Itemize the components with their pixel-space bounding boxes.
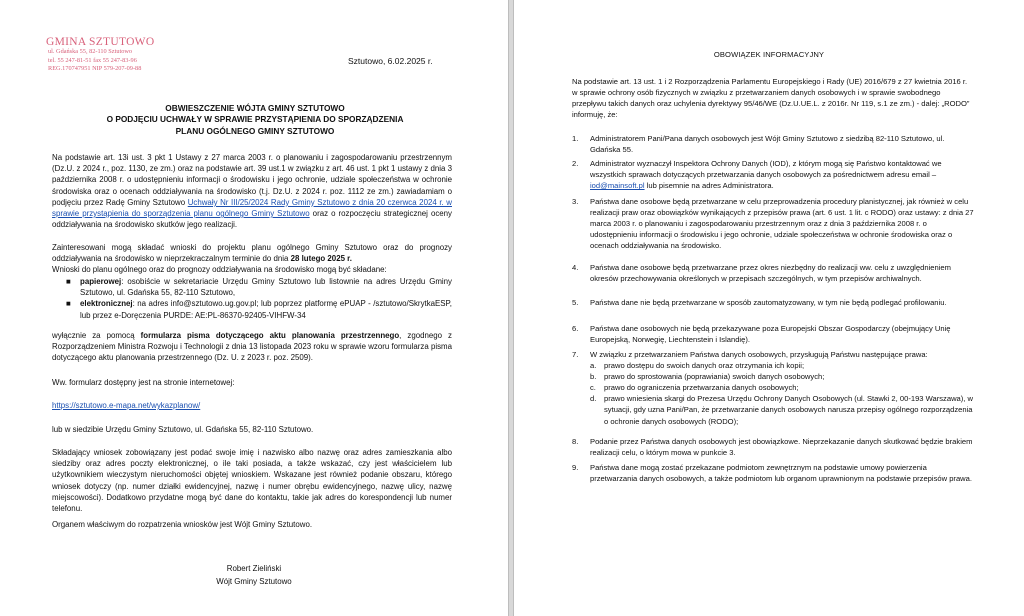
paragraph-submission: Wnioski do planu ogólnego oraz do prognozy oddziaływania na środowisko mogą być składane: (52, 265, 387, 274)
list-item: ■ elektronicznej: na adres info@sztutowo.ug.gov.pl; lub poprzez platformę ePUAP - /sztutowo/SkrytkaESP, lub przez e-Doręczenia PURDE: AE:PL-86370-92405-VIHFW-34 (66, 299, 452, 320)
deadline-date: 28 lutego 2025 r. (290, 254, 352, 264)
signatory-role: Wójt Gminy Sztutowo (216, 577, 292, 586)
list-item: ■ papierowej: osobiście w sekretariacie Urzędu Gminy Sztutowo lub listownie na adres Urzędu Gminy Sztutowo, ul. Gdańska 55, 82-110 Sztutowo, (66, 277, 452, 298)
stamp-reg: REG.170747951 NIP 579-207-09-88 (48, 65, 142, 73)
gmina-stamp (46, 36, 154, 74)
title-line: PLANU OGÓLNEGO GMINY SZTUTOWO (175, 125, 335, 136)
list-item: 9. Państwa dane mogą zostać przekazane podmiotom zewnętrznym na podstawie umowy powierzenia przetwarzania danych osobowych, a także podmiotom lub organom uprawnionym na podstawie przepisów prawa. (572, 463, 973, 484)
planning-portal-link[interactable]: https://sztutowo.e-mapa.net/wykazplanow/ (52, 401, 201, 410)
stamp-name: GMINA SZTUTOWO (46, 36, 155, 48)
rights-sub-item: a. prawo dostępu do swoich danych oraz otrzymania ich kopii; (590, 361, 805, 371)
paragraph-applicant-data: Składający wniosek zobowiązany jest podać swoje imię i nazwisko albo nazwę oraz adres zamieszkania albo siedziby oraz adres poczty elektronicznej, o ile taki posiada, a także wskazać, czy jest właścicielem lub użytkownikiem wieczystym nieruchomości objętej wnioskiem. Wskazane jest również podanie obszaru, którego wniosek dotyczy (np. numer działki ewidencyjnej, nazwę i numer obrębu ewidencyjnego, nazwę ulicy, nazwę miejscowości). Dodatkowo przydatne mogą być dane do kontaktu, takie jak adres do korespondencji lub numer telefonu. (52, 448, 452, 514)
rights-sub-item: b. prawo do sprostowania (poprawiania) swoich danych osobowych; (590, 372, 825, 382)
paragraph-office: lub w siedzibie Urzędu Gminy Sztutowo, ul. Gdańska 55, 82-110 Sztutowo. (52, 425, 314, 434)
list-item: 2. Administrator wyznaczył Inspektora Ochrony Danych (IOD), z którym mogą się Państwo kontaktować we wszystkich sprawach dotyczących przetwarzania danych osobowych za pośrednictwem adresu email – iod@mainsoft.pl lub pisemnie na adres Administratora. (572, 159, 942, 191)
paragraph-deadline: Zainteresowani mogą składać wnioski do projektu planu ogólnego Gminy Sztutowo oraz do prognozy oddziaływania na środowisko w nieprzekraczalnym terminie do dnia 28 lutego 2025 r. (52, 243, 452, 264)
list-item: 7. W związku z przetwarzaniem Państwa danych osobowych, przysługują Państwu następujące prawa: a. prawo dostępu do swoich danych oraz otrzymania ich kopii; b. prawo do sprostowania (poprawiania) swoich danych osobowych; c. prawo do ograniczenia przetwarzania danych osobowych; d. prawo wniesienia skargi do Prezesa Urzędu Ochrony Danych Osobowych (ul. Stawki 2, 00-193 Warszawa), w sytuacji, gdy uzna Pani/Pan, że przetwarzanie danych osobowych narusza przepisy ogólnego rozporządzenia o ochronie danych osobowych (RODO); (572, 350, 974, 426)
title-line: O PODJĘCIU UCHWAŁY W SPRAWIE PRZYSTĄPIENIA DO SPORZĄDZENIA (106, 114, 404, 125)
list-item: 8. Podanie przez Państwa danych osobowych jest obowiązkowe. Nieprzekazanie danych skutkować będzie brakiem realizacji celu, o którym mowa w punkcie 3. (572, 437, 973, 458)
iod-email-link[interactable]: iod@mainsoft.pl (590, 181, 645, 191)
list-item: 3. Państwa dane osobowe będą przetwarzane w celu przeprowadzenia procedury planistycznej, jak również w celu realizacji praw oraz obowiązków wynikających z przepisów prawa (art. 6 ust. 1 lit. c RODO) oraz ustawy: z dnia 27 marca 2003 r. o planowaniu i zagospodarowaniu przestrzennym oraz z dnia 3 października 2008 r. o udostępnieniu informacji o środowisku i jego ochronie, udziale społeczeństwa w ochronie środowiska oraz o ocenach oddziaływania na środowisko. (572, 197, 974, 251)
stamp-phone: tel. 55 247-81-51 fax 55 247-83-96 (48, 56, 137, 64)
rights-sub-item: c. prawo do ograniczenia przetwarzania danych osobowych; (590, 383, 799, 393)
resolution-link[interactable]: Uchwały Nr III/25/2024 Rady Gminy Sztutowo z dnia 20 czerwca 2024 r. w sprawie przystąpienia do sporządzenia planu ogólnego Gminy Sztutowo (52, 197, 452, 219)
rights-sub-item: d. prawo wniesienia skargi do Prezesa Urzędu Ochrony Danych Osobowych (ul. Stawki 2, 00-193 Warszawa), w sytuacji, gdy uzna Pani/Pan, że przetwarzanie danych osobowych narusza przepisy ogólnego rozporządzenia o ochronie danych osobowych (RODO); (590, 394, 974, 426)
clause-title: OBOWIĄZEK INFORMACYJNY (713, 50, 825, 59)
list-item: 5. Państwa dane nie będą przetwarzane w sposób zautomatyzowany, w tym nie będą podlegać profilowaniu. (572, 298, 947, 307)
paragraph-legal-basis: Na podstawie art. 13i ust. 3 pkt 1 Ustawy z 27 marca 2003 r. o planowaniu i zagospodarowaniu przestrzennym (Dz.U. z 2024 r., poz. 1130, ze zm.) oraz na podstawie art. 39 ust.1 w związku z art. 46 ust. 1 pkt 1 ustawy z dnia 3 października 2008 r. o udostępnieniu informacji o środowisku i jego ochronie, udziale społeczeństwa w ochronie środowiska oraz o ocenach oddziaływania na środowisko (t.j. Dz.U. z 2024 r. poz. 1112 ze zm.) zawiadamiam o podjęciu przez Radę Gminy Sztutowo Uchwały Nr III/25/2024 Rady Gminy Sztutowo z dnia 20 czerwca 2024 r. w sprawie przystąpienia do sporządzenia planu ogólnego Gminy Sztutowo oraz o rozpoczęciu strategicznej oceny oddziaływania na środowisko skutków jego realizacji. (52, 153, 453, 230)
announcement-title (60, 103, 450, 137)
submission-methods-list (52, 276, 452, 321)
list-item: 1. Administratorem Pani/Pana danych osobowych jest Wójt Gminy Sztutowo z siedzibą 82-110 Sztutowo, ul. Gdańska 55. (572, 134, 945, 155)
information-clause-page (514, 0, 1024, 616)
bullet-icon: ■ (66, 299, 71, 309)
list-item: 4. Państwa dane osobowe będą przetwarzane przez okres niezbędny do realizacji ww. celu z uwzględnieniem okresów przechowywania określonych w przepisach szczególnych, w tym przepisów archiwalnych. (572, 263, 951, 284)
signature (0, 562, 508, 588)
signatory-name: Robert Zieliński (226, 564, 282, 573)
clause-intro: Na podstawie art. 13 ust. 1 i 2 Rozporządzenia Parlamentu Europejskiego i Rady (UE) 2016/679 z 27 kwietnia 2016 r. w sprawie ochrony osób fizycznych w związku z przetwarzaniem danych osobowych i w sprawie swobodnego przepływu takich danych oraz uchylenia dyrektywy 95/46/WE (Dz.U.UE.L. z 2016r. Nr 119, s.1 ze zm.) - dalej: „RODO” informuję, że: (572, 77, 970, 120)
announcement-page (0, 0, 508, 616)
stamp-address: ul. Gdańska 55, 82-110 Sztutowo (48, 48, 133, 55)
paragraph-form-available: Ww. formularz dostępny jest na stronie internetowej: (52, 378, 235, 387)
list-item: 6. Państwa dane osobowych nie będą przekazywane poza Europejski Obszar Gospodarczy (obejmujący Unię Europejską, Norwegię, Liechtenstein i Islandię). (572, 324, 951, 345)
paragraph-form: wyłącznie za pomocą formularza pisma dotyczącego aktu planowania przestrzennego, zgodnego z Rozporządzeniem Ministra Rozwoju i Technologii z dnia 13 listopada 2023 roku w sprawie wzoru formularza pisma dotyczącego aktu planowania przestrzennego (Dz. U. z 2023 r. poz. 2509). (52, 331, 452, 363)
document-date: Sztutowo, 6.02.2025 r. (348, 56, 433, 66)
title-line: OBWIESZCZENIE WÓJTA GMINY SZTUTOWO (165, 103, 345, 113)
bullet-icon: ■ (66, 277, 71, 286)
paragraph-authority: Organem właściwym do rozpatrzenia wniosków jest Wójt Gminy Sztutowo. (52, 520, 313, 529)
